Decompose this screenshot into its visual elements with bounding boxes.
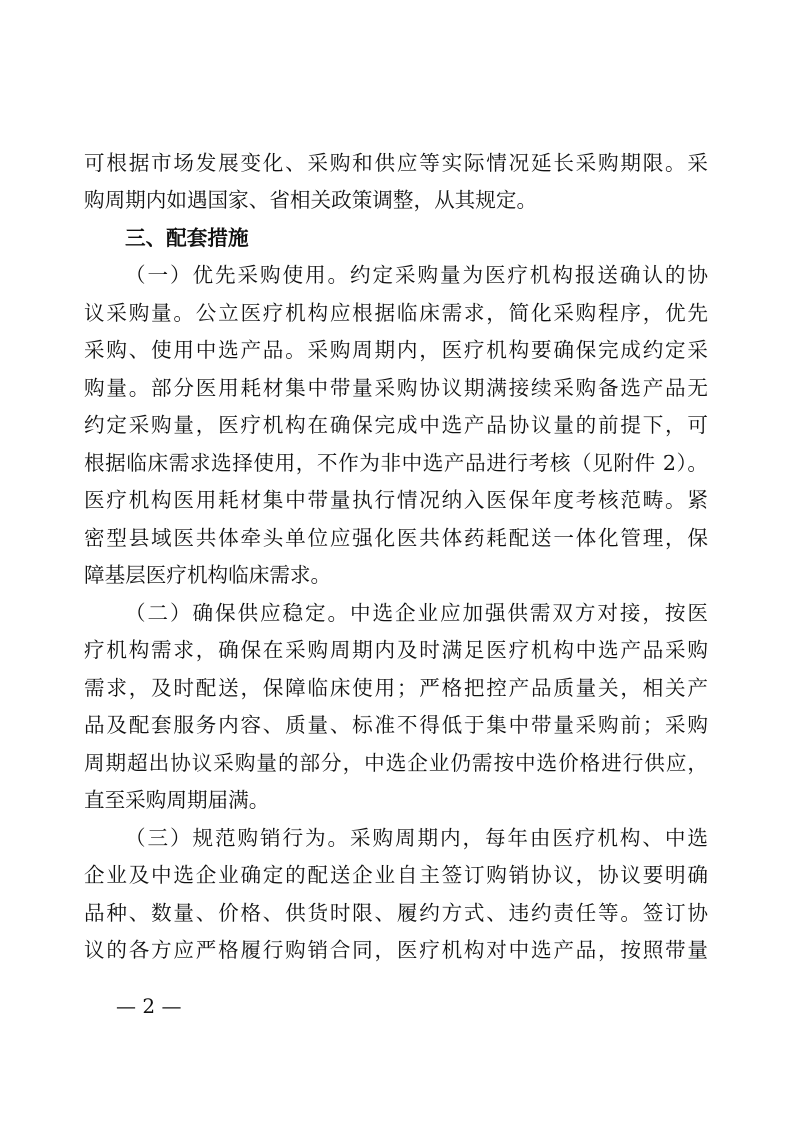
paragraph-line: 医疗机构医用耗材集中带量执行情况纳入医保年度考核范畴。紧 — [84, 488, 708, 512]
paragraph-line: 可根据市场发展变化、采购和供应等实际情况延长采购期限。采 — [84, 151, 708, 175]
paragraph-line: 密型县域医共体牵头单位应强化医共体药耗配送一体化管理，保 — [84, 526, 708, 550]
paragraph-line: 疗机构需求，确保在采购周期内及时满足医疗机构中选产品采购 — [84, 638, 708, 662]
paragraph-line: （二）确保供应稳定。中选企业应加强供需双方对接，按医 — [125, 601, 708, 625]
paragraph-line: 周期超出协议采购量的部分，中选企业仍需按中选价格进行供应， — [84, 751, 708, 775]
paragraph-line: 购周期内如遇国家、省相关政策调整，从其规定。 — [84, 188, 538, 212]
paragraph-line: （一）优先采购使用。约定采购量为医疗机构报送确认的协 — [125, 263, 708, 287]
paragraph-line: 障基层医疗机构临床需求。 — [84, 563, 332, 587]
paragraph-line: 约定采购量，医疗机构在确保完成中选产品协议量的前提下，可 — [84, 413, 708, 437]
paragraph-line: （三）规范购销行为。采购周期内，每年由医疗机构、中选 — [125, 826, 708, 850]
paragraph-line: 品种、数量、价格、供货时限、履约方式、违约责任等。签订协 — [84, 901, 708, 925]
paragraph-line: 需求，及时配送，保障临床使用；严格把控产品质量关，相关产 — [84, 676, 708, 700]
paragraph-line: 议的各方应严格履行购销合同，医疗机构对中选产品，按照带量 — [84, 938, 708, 962]
section-heading: 三、配套措施 — [125, 226, 249, 250]
paragraph-line: 议采购量。公立医疗机构应根据临床需求，简化采购程序，优先 — [84, 301, 708, 325]
paragraph-line: 采购、使用中选产品。采购周期内，医疗机构要确保完成约定采 — [84, 338, 708, 362]
page-number: — 2 — — [116, 994, 182, 1018]
paragraph-line: 直至采购周期届满。 — [84, 788, 270, 812]
paragraph-line: 品及配套服务内容、质量、标准不得低于集中带量采购前；采购 — [84, 713, 708, 737]
paragraph-line: 企业及中选企业确定的配送企业自主签订购销协议，协议要明确 — [84, 863, 708, 887]
paragraph-line: 购量。部分医用耗材集中带量采购协议期满接续采购备选产品无 — [84, 376, 708, 400]
paragraph-line: 根据临床需求选择使用，不作为非中选产品进行考核（见附件 2）。 — [84, 451, 708, 475]
